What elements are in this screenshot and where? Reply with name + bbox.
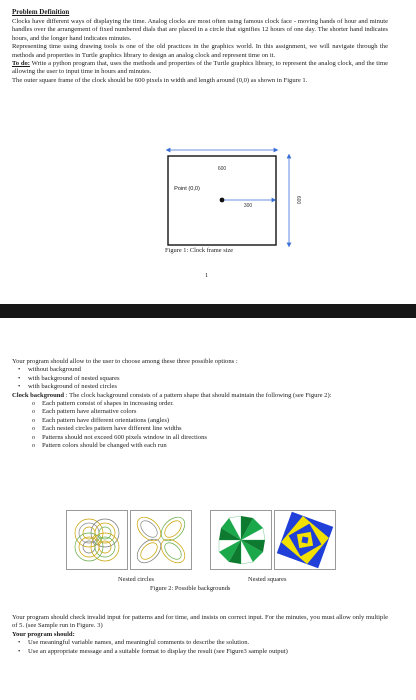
validation-paragraph: Your program should check invalid input for patterns and for time, and insists on correct input. For the minutes, you must allow only multiple of 5. (see Sample run in Figure. 3) [12,614,388,630]
figure-1-caption: Figure 1: Clock frame size [165,247,234,254]
background-label: Clock background [12,391,65,399]
nested-squares-thumb-1 [210,510,272,570]
background-text: : The clock background consists of a pattern shape that should maintain the following (see Figure 2): [64,391,332,399]
nested-squares-pattern-1 [211,511,271,569]
figure-2-right-label: Nested squares [248,576,287,583]
options-section [12,358,388,450]
todo-text: Write a python program that, uses the methods and properties of the Turtle graphics library, to represent the analog clock, and the time allowing the user to input time in hours and minutes. [12,60,388,76]
nested-circles-thumb-1 [66,510,128,570]
todo-label: To do: [12,60,30,68]
option-item: • without background [12,366,388,374]
nested-squares-thumb-2 [274,510,336,570]
section-title: Problem Definition [12,8,70,16]
nested-circles-pattern-1 [67,511,127,569]
paragraph-graphics: Representing time using drawing tools is one of the old practices in the graphics world. In this assignment, we will navigate through the methods and properties in Turtle graphics library to design an analog clock and represent time on it. [12,43,388,59]
origin-point [220,198,225,203]
nested-circles-pattern-2 [131,511,191,569]
requirements-section [12,614,388,656]
option-item: • with background of nested circles [12,383,388,391]
figure-2-left-label: Nested circles [118,576,155,583]
requirement-item: • Use an appropriate message and a suitable format to display the result (see Figure3 sample output) [12,648,388,656]
figure-clock-frame [0,0,416,260]
requirement-item: • Use meaningful variable names, and meaningful comments to describe the solution. [12,639,388,647]
requirements-heading: Your program should: [12,630,75,638]
nested-squares-pattern-2 [275,511,335,569]
page-divider [0,304,416,318]
page-number: 1 [205,272,209,279]
rule-item: o Each pattern have different orientations (angles) [12,417,388,425]
document-page-1 [0,0,416,304]
rule-item: o Each pattern consist of shapes in increasing order. [12,400,388,408]
radius-label: 300 [243,203,253,209]
options-list [12,366,388,391]
background-rules-list [12,400,388,450]
option-item: • with background of nested squares [12,375,388,383]
options-intro: Your program should allow to the user to choose among these three possible options : [12,358,238,365]
rule-item: o Patterns should not exceed 600 pixels window in all directions [12,434,388,442]
paragraph-clocks: Clocks have different ways of displaying the time. Analog clocks are most often using famous clock face - moving hands of hour and minute handles over the arrangement of fixed numbered dials that are placed in a circle that signifies 12 hours of one day. The shorter hand indicates hours, and the longer hand indicates minutes. [12,18,388,42]
nested-circles-thumb-2 [130,510,192,570]
height-label: 600 [295,195,301,205]
rule-item: o Each nested circles pattern have different line widths [12,425,388,433]
figure-2-caption: Figure 2: Possible backgrounds [150,585,231,592]
origin-label: Point (0,0) [174,186,200,192]
paragraph-frame: The outer square frame of the clock should be 600 pixels in width and length around (0,0) as shown in Figure 1. [12,76,308,84]
width-label: 600 [217,166,227,172]
requirements-list [12,639,388,656]
rule-item: o Pattern colors should be changed with each run [12,442,388,450]
background-paragraph [12,392,388,400]
rule-item: o Each pattern have alternative colors [12,408,388,416]
